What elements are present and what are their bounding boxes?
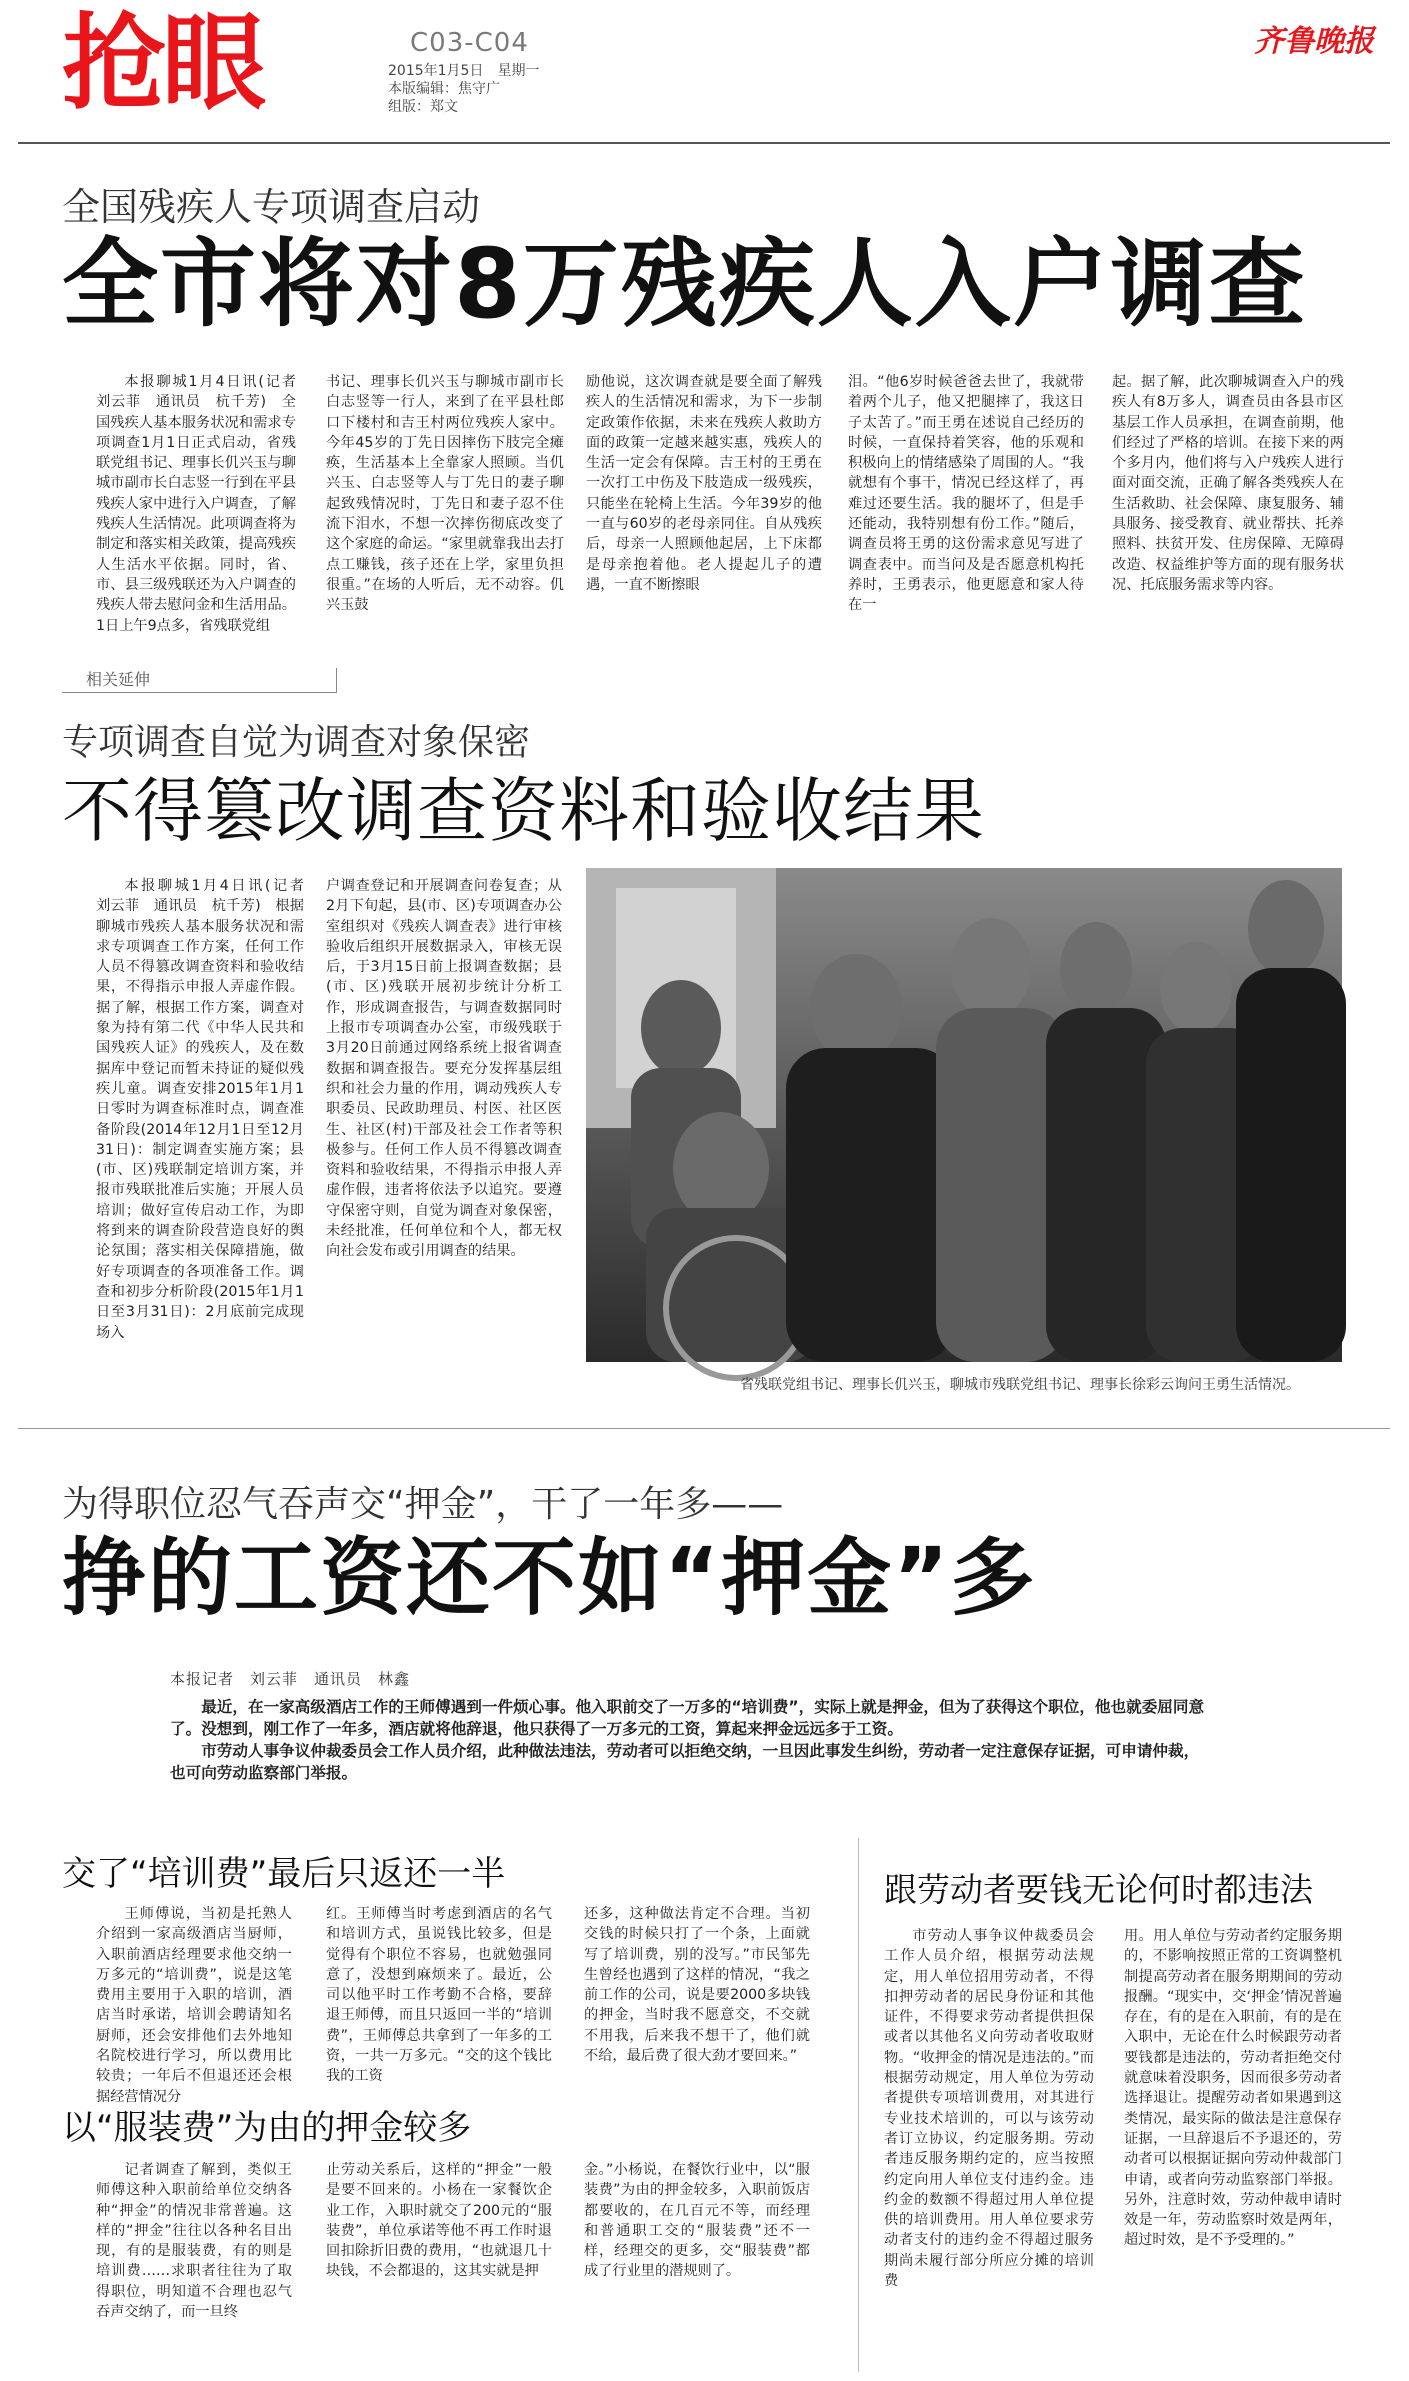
article2-kicker: 专项调查自觉为调查对象保密 (62, 722, 531, 763)
article3-kicker: 为得职位忍气吞声交“押金”，干了一年多—— (62, 1484, 784, 1525)
article1-column-3: 励他说，这次调查就是要全面了解残疾人的生活情况和需求，为下一步制定政策作依据，未来在残疾人救助方面的政策一定越来越实惠，残疾人的生活一定会有保障。吉王村的王勇在一次打工中伤及下肢造成一级残疾，只能坐在轮椅上生活。今年39岁的他一直与60岁的老母亲同住。自从残疾后，母亲一人照顾他起居，上下床都是母亲抱着他。老人提起儿子的遭遇，一直不断擦眼 (586, 374, 822, 593)
photo-scene (586, 868, 1342, 1362)
section1-column-1: 王师傅说，当初是托熟人介绍到一家高级酒店当厨师，入职前酒店经理要求他交纳一万多元的“培训费”，说是这笔费用主要用于入职的培训，酒店当时承诺，培训会聘请知名厨师，还会安排他们去外地知名院校进行学习，所以费用比较贵；一年后不但退还还会根据经营情况分 (96, 1906, 292, 2105)
article3-lede (170, 1696, 1210, 1784)
article2-headline: 不得篡改调查资料和验收结果 (62, 770, 985, 852)
page-code: C03-C04 (410, 28, 529, 58)
section1-column-2: 红。王师傅当时考虑到酒店的名气和培训方式，虽说钱比较多，但是觉得有个职位不容易，也就勉强同意了，没想到麻烦来了。最近，公司以他平时工作考勤不合格，要辞退王师傅，而且只返回一半的“培训费”，王师傅总共拿到了一年多的工资，一共一万多元。“交的这个钱比我的工资 (326, 1906, 552, 2085)
section2-title: 以“服装费”为由的押金较多 (62, 2108, 472, 2148)
masthead-title: 抢眼 (62, 1, 263, 124)
newspaper-logo: 齐鲁晚报 (1254, 24, 1374, 59)
article2-column-1: 本报聊城1月4日讯(记者 刘云菲 通讯员 杭千芳) 根据聊城市残疾人基本服务状况和需求专项调查工作方案，任何工作人员不得篡改调查资料和验收结果，不得指示申报人弄虚作假。据了解，根据工作方案，调查对象为持有第二代《中华人民共和国残疾人证》的残疾人，及在数据库中登记而暂未持证的疑似残疾儿童。调查安排2015年1月1日零时为调查标准时点，调查准备阶段(2014年12月1日至12月31日)：制定调查实施方案；县(市、区)残联制定培训方案，并报市残联批准后实施；开展人员培训；做好宣传启动工作，为即将到来的调查阶段营造良好的舆论氛围；落实相关保障措施，做好专项调查的各项准备工作。调查和初步分析阶段(2015年1月1日至3月31日)：2月底前完成现场入 (96, 878, 319, 1341)
section2-column-1: 记者调查了解到，类似王师傅这种入职前给单位交纳各种“押金”的情况非常普遍。这样的“押金”往往以各种名目出现，有的是服装费，有的则是培训费……求职者往往为了取得职位，明知道不合理也忍气吞声交纳了，而一旦终 (96, 2162, 292, 2321)
issue-date: 2015年1月5日 星期一 (388, 63, 540, 79)
editor-credit: 本版编辑：焦守广 (388, 81, 500, 97)
article1-headline: 全市将对8万残疾人入户调查 (62, 228, 1307, 340)
article2-column-2: 户调查登记和开展调查问卷复查；从2月下旬起，县(市、区)专项调查办公室组织对《残疾人调查表》进行审核验收后组织开展数据录入，审核无误后，于3月15日前上报调查数据；县(市、区)残联开展初步统计分析工作，形成调查报告，与调查数据同时上报市专项调查办公室，市级残联于3月20日前通过网络系统上报省调查数据和调查报告。要充分发挥基层组织和社会力量的作用，调动残疾人专职委员、民政助理员、村医、社区医生、社区(村)干部及社会工作者等积极参与。任何工作人员不得篡改调查资料和验收结果，不得指示申报人弄虚作假，违者将依法予以追究。要遵守保密守则，自觉为调查对象保密，未经批准，任何单位和个人，都无权向社会发布或引用调查的结果。 (326, 878, 562, 1260)
article1-column-1: 本报聊城1月4日讯(记者 刘云菲 通讯员 杭千芳) 全国残疾人基本服务状况和需求专项调查1月1日正式启动，省残联党组书记、理事长仉兴玉与聊城市副市长白志竖一行到在平县残疾人家中进行入户调查，了解残疾人生活情况。此项调查将为制定和落实相关政策，提高残疾人生活水平依据。同时，省、市、县三级残联还为入户调查的残疾人带去慰问金和生活用品。1日上午9点多，省残联党组 (96, 374, 311, 634)
masthead-divider (18, 142, 1390, 144)
news-photo (586, 868, 1342, 1362)
lede-paragraph: 市劳动人事争议仲裁委员会工作人员介绍，此种做法违法，劳动者可以拒绝交纳，一旦因此事发生纠纷，劳动者一定注意保存证据，可申请仲裁，也可向劳动监察部门举报。 (170, 1742, 1200, 1782)
related-tag: 相关延伸 (62, 668, 337, 693)
layout-credit: 组版：郑文 (388, 99, 458, 115)
section1-column-3: 还多，这种做法肯定不合理。当初交钱的时候只打了一个条，上面就写了培训费，别的没写。”市民邹先生曾经也遇到了这样的情况，“我之前工作的公司，说是要2000多块钱的押金，当时我不愿意交，不交就不用我，后来我不想干了，他们就不给，最后费了很大劲才要回来。” (584, 1906, 810, 2065)
sidebar-column-1: 市劳动人事争议仲裁委员会工作人员介绍，根据劳动法规定，用人单位招用劳动者，不得扣押劳动者的居民身份证和其他证件，不得要求劳动者提供担保或者以其他名义向劳动者收取财物。“收押金的情况是违法的。”而根据劳动规定，用人单位为劳动者提供专项培训费用，对其进行专业技术培训的，可以与该劳动者订立协议，约定服务期。劳动者违反服务期约定的，应当按照约定向用人单位支付违约金。违约金的数额不得超过用人单位提供的培训费用。用人单位要求劳动者支付的违约金不得超过服务期尚未履行部分所应分摊的培训费 (884, 1928, 1094, 2290)
article3-byline: 本报记者 刘云菲 通讯员 林鑫 (170, 1670, 411, 1688)
lede-paragraph: 最近，在一家高级酒店工作的王师傅遇到一件烦心事。他入职前交了一万多的“培训费”，实际上就是押金，但为了获得这个职位，他也就委屈同意了。没想到，刚工作了一年多，酒店就将他辞退，他只获得了一万多元的工资，算起来押金远远多于工资。 (170, 1698, 1205, 1738)
photo-caption: 省残联党组书记、理事长仉兴玉，聊城市残联党组书记、理事长徐彩云询问王勇生活情况。 (740, 1377, 1300, 1393)
article1-column-2: 书记、理事长仉兴玉与聊城市副市长白志竖等一行人，来到了在平县杜郎口下楼村和吉王村两位残疾人家中。今年45岁的丁先日因摔伤下肢完全瘫痪，生活基本上全靠家人照顾。当仉兴玉、白志竖等人与丁先日的妻子聊起致残情况时，丁先日和妻子忍不住流下泪水，不想一次摔伤彻底改变了这个家庭的命运。“家里就靠我出去打点工赚钱，孩子还在上学，家里负担很重。”在场的人听后，无不动容。仉兴玉鼓 (326, 374, 564, 614)
section2-column-3: 金。”小杨说，在餐饮行业中，以“服装费”为由的押金较多，入职前饭店都要收的，在几百元不等，而经理和普通职工交的“服装费”还不一样，经理交的更多，交“服装费”都成了行业里的潜规则了。 (584, 2162, 810, 2280)
section2-column-2: 止劳动关系后，这样的“押金”一般是要不回来的。小杨在一家餐饮企业工作，入职时就交了200元的“服装费”，单位承诺等他不再工作时退回扣除折旧费的费用，“也就退几十块钱，不会都退的，这其实就是押 (326, 2162, 552, 2280)
article1-column-4: 泪。“他6岁时候爸爸去世了，我就带着两个儿子，他又把腿摔了，我这日子太苦了。”而王勇在述说自己经历的时候，一直保持着笑容，他的乐观和积极向上的情绪感染了周围的人。“我就想有个事干，情况已经这样了，再难过还要生活。我的腿坏了，但是手还能动，我特别想有份工作。”随后，调查员将王勇的这份需求意见写进了调查表中。而当问及是否愿意机构托养时，王勇表示，他更愿意和家人待在一 (848, 374, 1084, 614)
article3-headline: 挣的工资还不如“押金”多 (62, 1529, 1037, 1627)
article1-kicker: 全国残疾人专项调查启动 (62, 185, 481, 229)
section-divider (18, 1428, 1390, 1429)
section1-title: 交了“培训费”最后只返还一半 (62, 1854, 506, 1894)
article1-column-5: 起。据了解，此次聊城调查入户的残疾人有8万多人，调查员由各县市区基层工作人员承担，在调查前期，他们经过了严格的培训。在接下来的两个多月内，他们将与入户残疾人进行面对面交流，正确了解各类残疾人在生活救助、社会保障、康复服务、辅具服务、接受教育、就业帮扶、托养照料、扶贫开发、住房保障、无障碍改造、权益维护等方面的现有服务状况、托底服务需求等内容。 (1112, 374, 1344, 593)
sidebar-column-2: 用。用人单位与劳动者约定服务期的，不影响按照正常的工资调整机制提高劳动者在服务期期间的劳动报酬。“现实中，交‘押金’情况普遍存在，有的是在入职前，有的是在入职中，无论在什么时候跟劳动者要钱都是违法的，劳动者拒绝交付就意味着没职务，因而很多劳动者选择退让。提醒劳动者如果遇到这类情况，最实际的做法是注意保存证据，一旦辞退后不予退还的，劳动者可以根据证据向劳动仲裁部门申请，或者向劳动监察部门举报。另外，注意时效，劳动仲裁申请时效是一年，劳动监察时效是两年，超过时效，是不予受理的。” (1124, 1928, 1342, 2249)
sidebar-title: 跟劳动者要钱无论何时都违法 (884, 1870, 1313, 1909)
